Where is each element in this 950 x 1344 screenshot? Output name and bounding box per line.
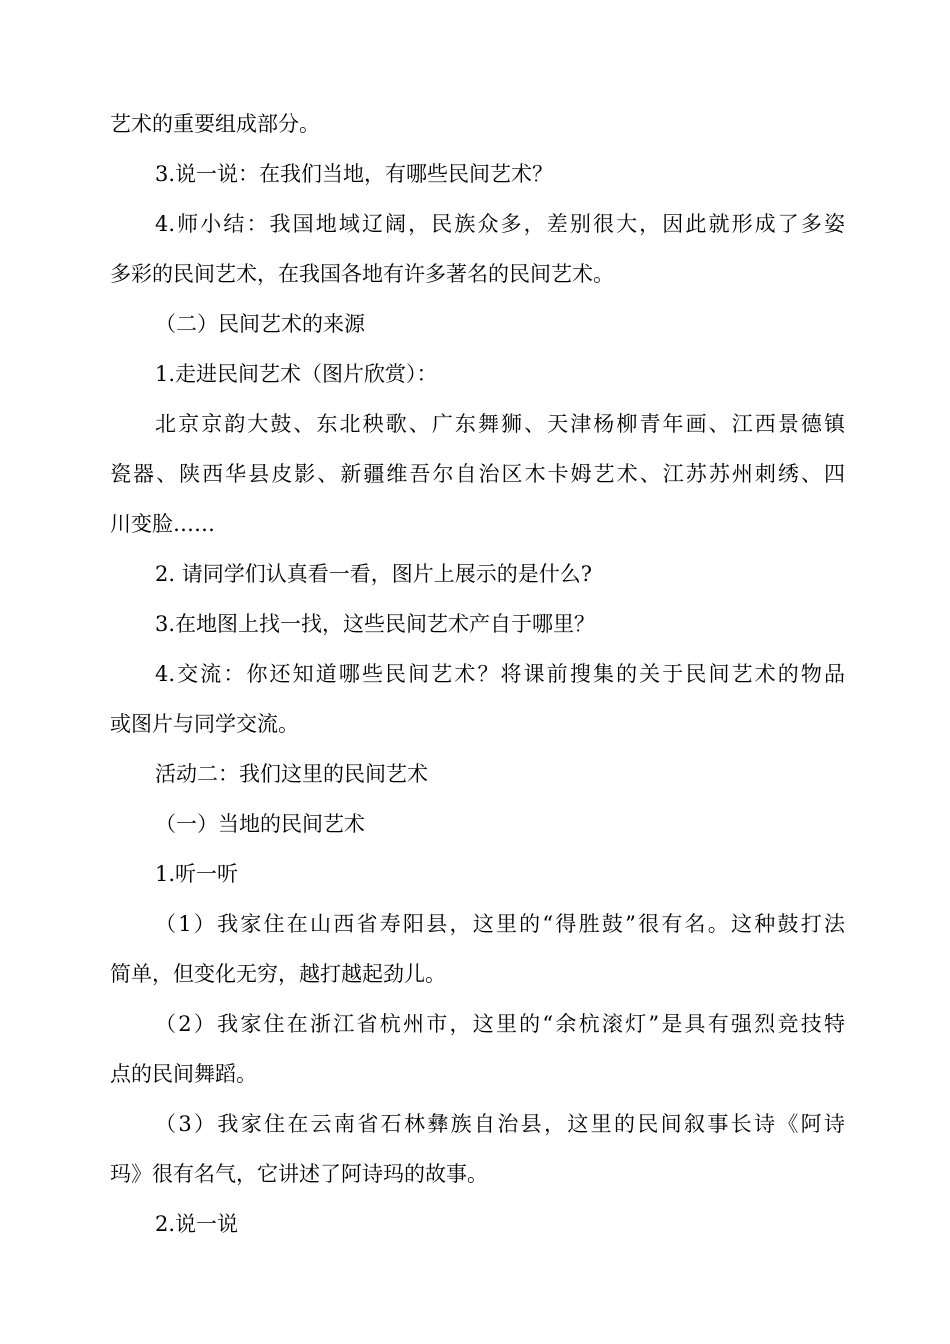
- paragraph-line: 2.说一说: [155, 1212, 239, 1236]
- paragraph-line: （2）我家住在浙江省杭州市，这里的“余杭滚灯”是具有强烈竞技特: [155, 1012, 845, 1036]
- paragraph-line: 4.交流：你还知道哪些民间艺术？将课前搜集的关于民间艺术的物品: [155, 662, 845, 686]
- paragraph-line: 多彩的民间艺术，在我国各地有许多著名的民间艺术。: [110, 262, 614, 286]
- paragraph-line: （1）我家住在山西省寿阳县，这里的“得胜鼓”很有名。这种鼓打法: [155, 912, 845, 936]
- paragraph-line: 玛》很有名气，它讲述了阿诗玛的故事。: [110, 1162, 488, 1186]
- section-heading: 活动二：我们这里的民间艺术: [155, 762, 428, 786]
- paragraph-line: 艺术的重要组成部分。: [110, 112, 320, 136]
- paragraph-line: 北京京韵大鼓、东北秧歌、广东舞狮、天津杨柳青年画、江西景德镇: [155, 412, 845, 436]
- section-heading: （一）当地的民间艺术: [155, 812, 365, 836]
- paragraph-line: 点的民间舞蹈。: [110, 1062, 257, 1086]
- paragraph-line: 或图片与同学交流。: [110, 712, 299, 736]
- paragraph-line: 2. 请同学们认真看一看，图片上展示的是什么?: [155, 562, 592, 586]
- paragraph-line: 川变脸……: [110, 512, 215, 536]
- paragraph-line: （3）我家住在云南省石林彝族自治县，这里的民间叙事长诗《阿诗: [155, 1112, 845, 1136]
- paragraph-line: 4.师小结：我国地域辽阔，民族众多，差别很大，因此就形成了多姿: [155, 212, 845, 236]
- paragraph-line: 简单，但变化无穷，越打越起劲儿。: [110, 962, 446, 986]
- section-heading: （二）民间艺术的来源: [155, 312, 365, 336]
- paragraph-line: 1.走进民间艺术（图片欣赏）：: [155, 362, 438, 386]
- paragraph-line: 瓷器、陕西华县皮影、新疆维吾尔自治区木卡姆艺术、江苏苏州刺绣、四: [110, 462, 845, 486]
- paragraph-line: 3.说一说：在我们当地，有哪些民间艺术？: [155, 162, 554, 186]
- paragraph-line: 1.听一听: [155, 862, 239, 886]
- paragraph-line: 3.在地图上找一找，这些民间艺术产自于哪里？: [155, 612, 596, 636]
